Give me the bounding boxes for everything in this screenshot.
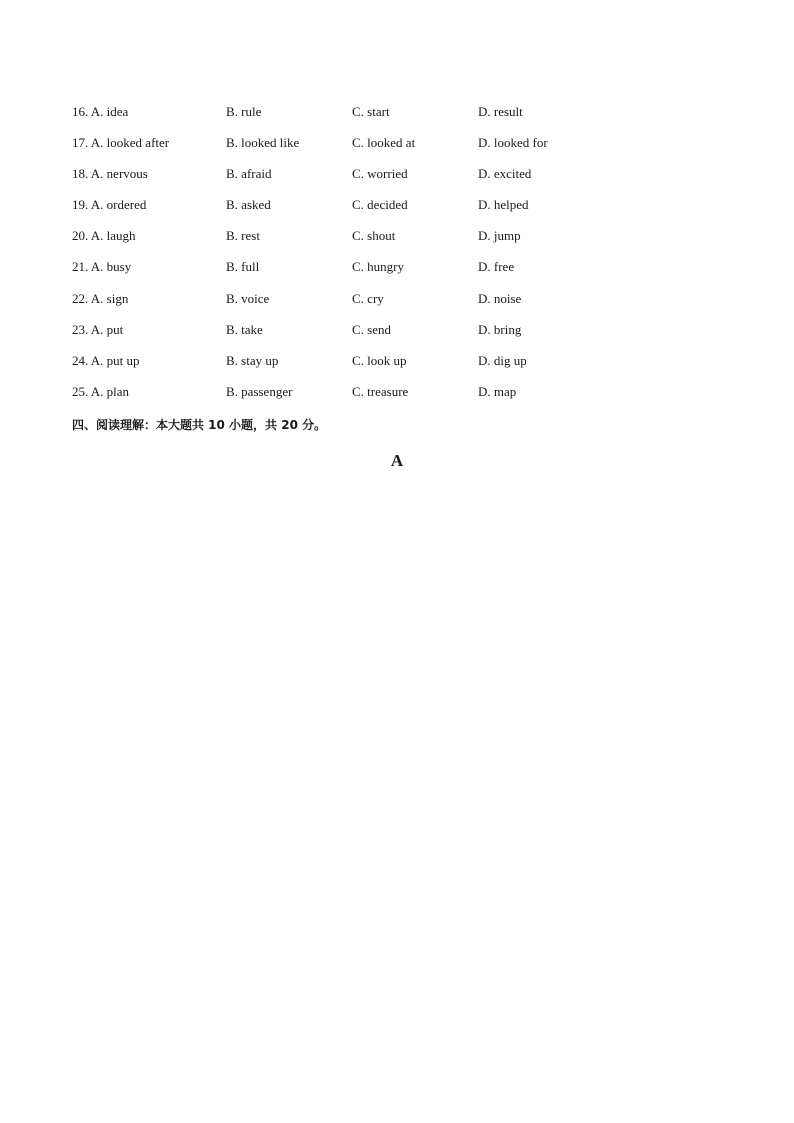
option-c: C. worried bbox=[352, 166, 408, 182]
option-c: C. looked at bbox=[352, 135, 416, 151]
option-a: 24. A. put up bbox=[72, 352, 140, 368]
option-b: B. looked like bbox=[226, 135, 300, 151]
option-d: D. excited bbox=[478, 166, 532, 182]
option-b: B. asked bbox=[226, 197, 271, 213]
option-d: D. noise bbox=[478, 290, 522, 306]
option-a: 22. A. sign bbox=[72, 290, 129, 306]
option-d: D. looked for bbox=[478, 135, 548, 151]
option-c: C. look up bbox=[352, 352, 407, 368]
option-b: B. passenger bbox=[226, 383, 293, 399]
option-c: C. start bbox=[352, 104, 390, 119]
option-b: B. rule bbox=[226, 104, 262, 119]
option-a: 23. A. put bbox=[72, 321, 124, 337]
question-row bbox=[72, 103, 732, 134]
option-d: D. dig up bbox=[478, 352, 527, 368]
option-a: 18. A. nervous bbox=[72, 166, 148, 182]
option-a: 16. A. idea bbox=[72, 104, 129, 119]
option-d: D. result bbox=[478, 104, 523, 119]
option-c: C. decided bbox=[352, 197, 408, 213]
question-row bbox=[72, 227, 732, 258]
question-row bbox=[72, 290, 732, 321]
option-b: B. full bbox=[226, 259, 260, 275]
question-row bbox=[72, 165, 732, 196]
option-c: C. treasure bbox=[352, 383, 409, 399]
option-d: D. free bbox=[478, 259, 515, 275]
option-d: D. jump bbox=[478, 228, 521, 244]
option-b: B. stay up bbox=[226, 352, 279, 368]
option-a: 19. A. ordered bbox=[72, 197, 147, 213]
option-d: D. map bbox=[478, 383, 517, 399]
option-a: 20. A. laugh bbox=[72, 228, 136, 244]
option-b: B. afraid bbox=[226, 166, 272, 182]
option-c: C. shout bbox=[352, 228, 396, 244]
option-b: B. voice bbox=[226, 290, 270, 306]
cloze-options-list bbox=[72, 103, 732, 414]
option-d: D. helped bbox=[478, 197, 529, 213]
question-row bbox=[72, 383, 732, 414]
question-row bbox=[72, 134, 732, 165]
option-a: 17. A. looked after bbox=[72, 135, 170, 151]
question-row bbox=[72, 196, 732, 227]
option-a: 21. A. busy bbox=[72, 259, 132, 275]
question-row bbox=[72, 258, 732, 289]
option-c: C. hungry bbox=[352, 259, 404, 275]
option-c: C. send bbox=[352, 321, 391, 337]
passage-title: A bbox=[390, 451, 404, 470]
question-row bbox=[72, 321, 732, 352]
option-c: C. cry bbox=[352, 290, 384, 306]
option-b: B. take bbox=[226, 321, 263, 337]
question-row bbox=[72, 352, 732, 383]
section-heading: 四、阅读理解：本大题共 10 小题，共 20 分。 bbox=[72, 418, 327, 432]
option-d: D. bring bbox=[478, 321, 522, 337]
option-b: B. rest bbox=[226, 228, 260, 244]
option-a: 25. A. plan bbox=[72, 383, 130, 399]
